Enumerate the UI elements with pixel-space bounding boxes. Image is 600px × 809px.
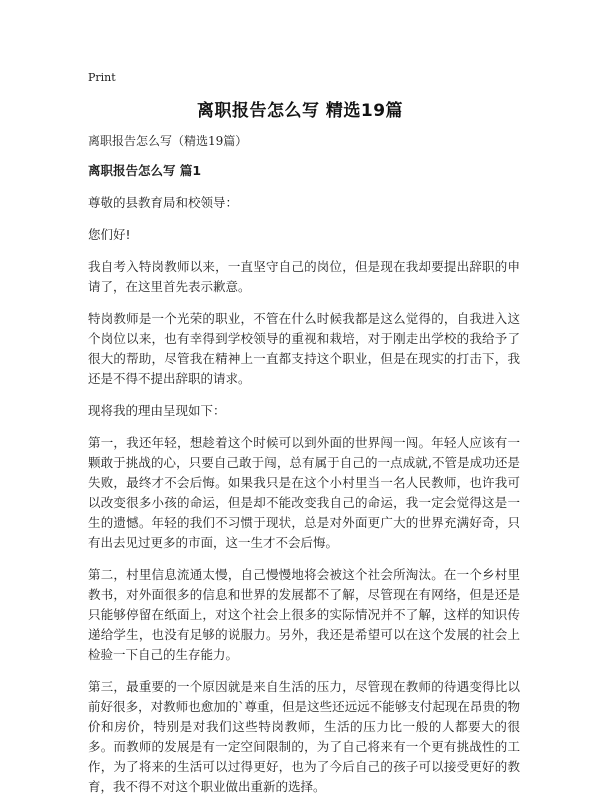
greeting: 您们好! (88, 227, 131, 242)
page-title: 离职报告怎么写 精选19篇 (196, 101, 404, 121)
paragraph-reason-3: 第三，最重要的一个原因就是来自生活的压力，尽管现在教师的待遇变得比以前好很多，对教师也愈加的`尊重，但是这些还远远不能够支付起现在昂贵的物价和房价，特别是对我们这些特岗教师，生活的压力比一般的人都要大的很多。而教师的发展是有一定空间限制的，为了自己将来有一个更有挑战性的工作，为了将来的生活可以过得更好，也为了今后自己的孩子可以接受更好的教育，我不得不对这个职业做出重新的选择。 (88, 679, 520, 794)
salutation: 尊敬的县教育局和校领导： (88, 195, 239, 210)
paragraph-reason-2: 第二，村里信息流通太慢，自己慢慢地将会被这个社会所淘汰。在一个乡村里教书，对外面很多的信息和世界的发展都不了解，尽管现在有网络，但是还是只能够停留在纸面上，对这个社会上很多的实际情况并不了解，这样的知识传递给学生，也没有足够的说服力。另外，我还是希望可以在这个发展的社会上检验一下自己的生存能力。 (88, 567, 520, 662)
document-body (88, 131, 520, 809)
paragraph-profession: 特岗教师是一个光荣的职业，不管在什么时候我都是这么觉得的，自我进入这个岗位以来，也有幸得到学校领导的重视和栽培，对于刚走出学校的我给予了很大的帮助，尽管我在精神上一直都支持这个职业，但是在现实的打击下，我还是不得不提出辞职的请求。 (88, 311, 520, 386)
paragraph-reason-1: 第一，我还年轻，想趁着这个时候可以到外面的世界闯一闯。年轻人应该有一颗敢于挑战的心，只要自己敢于闯，总有属于自己的一点成就,不管是成功还是失败，最终才不会后悔。如果我只是在这个小村里当一名人民教师，也许我可以改变很多小孩的命运，但是却不能改变我自己的命运，我一定会觉得这是一生的遗憾。年轻的我们不习惯于现状，总是对外面更广大的世界充满好奇，只有出去见过更多的市面，这一生才不会后悔。 (88, 435, 520, 550)
print-label: Print (88, 71, 116, 84)
paragraph-reasons-lead: 现将我的理由呈现如下： (88, 403, 226, 418)
paragraph-intro: 我自考入特岗教师以来，一直坚守自己的岗位，但是现在我却要提出辞职的申请了，在这里首先表示歉意。 (88, 259, 520, 294)
section-heading: 离职报告怎么写 篇1 (88, 163, 202, 178)
document-subtitle: 离职报告怎么写（精选19篇） (88, 134, 248, 148)
